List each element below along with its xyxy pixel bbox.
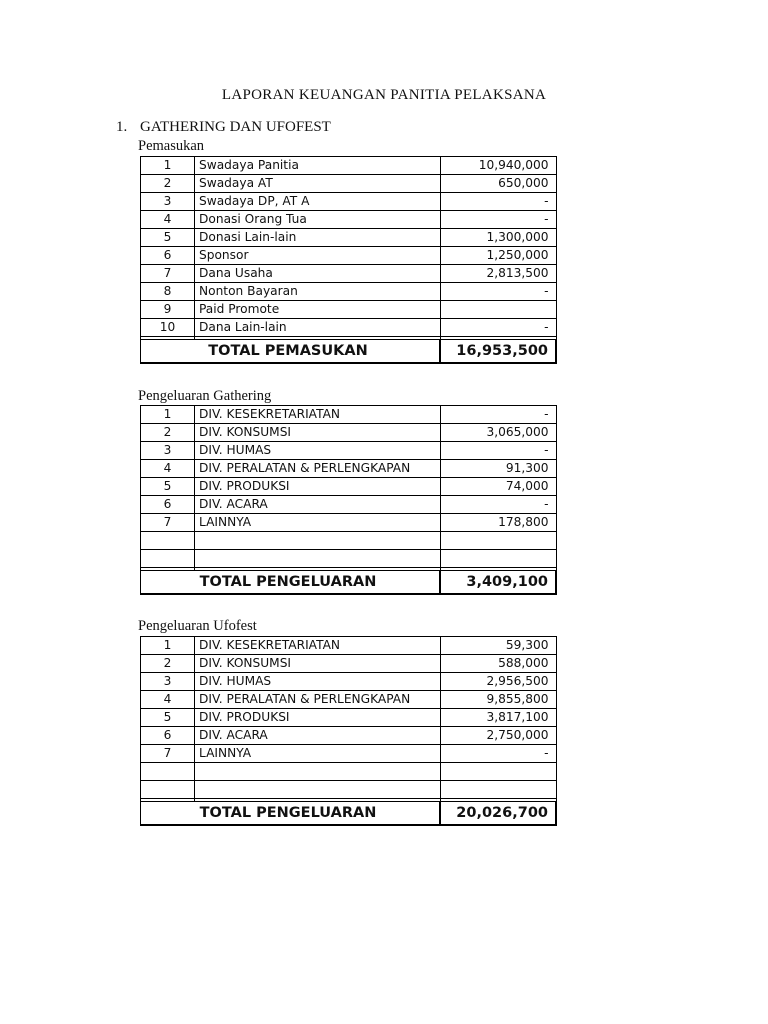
row-number	[141, 781, 195, 799]
row-number: 3	[141, 673, 195, 691]
row-number: 9	[141, 301, 195, 319]
table-row	[141, 637, 557, 655]
row-item: LAINNYA	[195, 745, 441, 763]
table-row	[141, 175, 557, 193]
row-number: 6	[141, 247, 195, 265]
row-number: 1	[141, 637, 195, 655]
row-amount: -	[440, 211, 556, 229]
table-row	[141, 781, 557, 799]
total-label: TOTAL PEMASUKAN	[141, 340, 441, 364]
table-row	[141, 319, 557, 337]
row-number: 2	[141, 175, 195, 193]
row-item: DIV. PERALATAN & PERLENGKAPAN	[195, 691, 441, 709]
pengeluaran-ufofest-caption: Pengeluaran Ufofest	[138, 618, 257, 634]
table-row	[141, 265, 557, 283]
table-row	[141, 532, 557, 550]
row-item: DIV. HUMAS	[195, 442, 441, 460]
row-amount: 588,000	[440, 655, 556, 673]
row-amount	[440, 781, 556, 799]
document-title: LAPORAN KEUANGAN PANITIA PELAKSANA	[221, 87, 547, 103]
row-item	[195, 532, 441, 550]
row-amount	[440, 301, 556, 319]
total-amount: 20,026,700	[440, 802, 556, 826]
row-item: Swadaya AT	[195, 175, 441, 193]
table-row	[141, 709, 557, 727]
pemasukan-table	[140, 156, 557, 364]
row-item	[195, 763, 441, 781]
row-number: 1	[141, 406, 195, 424]
total-amount: 16,953,500	[440, 340, 556, 364]
table-row	[141, 301, 557, 319]
row-number: 6	[141, 496, 195, 514]
section-title: GATHERING DAN UFOFEST	[140, 119, 331, 135]
row-item: Paid Promote	[195, 301, 441, 319]
row-number: 5	[141, 229, 195, 247]
row-item: LAINNYA	[195, 514, 441, 532]
row-item: Sponsor	[195, 247, 441, 265]
row-amount: 91,300	[440, 460, 556, 478]
table-row	[141, 193, 557, 211]
row-number: 3	[141, 193, 195, 211]
row-amount: -	[440, 442, 556, 460]
row-amount	[440, 550, 556, 568]
table-row	[141, 655, 557, 673]
pengeluaran-gathering-table	[140, 405, 557, 595]
row-item: Donasi Orang Tua	[195, 211, 441, 229]
row-amount: 2,750,000	[440, 727, 556, 745]
row-amount: 10,940,000	[440, 157, 556, 175]
table-row	[141, 460, 557, 478]
row-item: Donasi Lain-lain	[195, 229, 441, 247]
row-item: DIV. PRODUKSI	[195, 709, 441, 727]
row-amount	[440, 763, 556, 781]
row-item	[195, 550, 441, 568]
row-amount	[440, 532, 556, 550]
total-row	[141, 802, 557, 826]
table-row	[141, 283, 557, 301]
table-row	[141, 247, 557, 265]
row-amount: -	[440, 745, 556, 763]
row-item: Swadaya DP, AT A	[195, 193, 441, 211]
row-item: Dana Lain-lain	[195, 319, 441, 337]
row-number: 7	[141, 514, 195, 532]
row-amount: 74,000	[440, 478, 556, 496]
row-number: 10	[141, 319, 195, 337]
total-label: TOTAL PENGELUARAN	[141, 802, 441, 826]
total-row	[141, 571, 557, 595]
row-number: 6	[141, 727, 195, 745]
row-amount: 1,300,000	[440, 229, 556, 247]
row-number: 1	[141, 157, 195, 175]
row-item: Nonton Bayaran	[195, 283, 441, 301]
row-amount: 650,000	[440, 175, 556, 193]
row-amount: 3,817,100	[440, 709, 556, 727]
row-amount: -	[440, 406, 556, 424]
table-row	[141, 211, 557, 229]
row-item: DIV. PERALATAN & PERLENGKAPAN	[195, 460, 441, 478]
row-number: 5	[141, 478, 195, 496]
table-row	[141, 673, 557, 691]
row-amount: -	[440, 283, 556, 301]
row-item: DIV. HUMAS	[195, 673, 441, 691]
row-number: 5	[141, 709, 195, 727]
row-amount: 3,065,000	[440, 424, 556, 442]
table-row	[141, 763, 557, 781]
table-row	[141, 478, 557, 496]
table-row	[141, 229, 557, 247]
row-amount: 9,855,800	[440, 691, 556, 709]
table-row	[141, 727, 557, 745]
row-amount: 178,800	[440, 514, 556, 532]
row-item: DIV. ACARA	[195, 496, 441, 514]
row-number: 2	[141, 424, 195, 442]
row-amount: -	[440, 319, 556, 337]
row-item	[195, 781, 441, 799]
row-number: 7	[141, 745, 195, 763]
total-amount: 3,409,100	[440, 571, 556, 595]
row-item: DIV. KESEKRETARIATAN	[195, 406, 441, 424]
row-amount: -	[440, 496, 556, 514]
row-item: DIV. KONSUMSI	[195, 424, 441, 442]
table-row	[141, 424, 557, 442]
table-row	[141, 745, 557, 763]
table-row	[141, 406, 557, 424]
row-number	[141, 550, 195, 568]
total-row	[141, 340, 557, 364]
row-number: 4	[141, 460, 195, 478]
table-row	[141, 691, 557, 709]
pemasukan-caption: Pemasukan	[138, 138, 205, 154]
row-amount: 2,956,500	[440, 673, 556, 691]
row-number: 3	[141, 442, 195, 460]
section-number: 1.	[116, 119, 128, 135]
row-number	[141, 763, 195, 781]
table-row	[141, 157, 557, 175]
table-row	[141, 550, 557, 568]
row-number: 4	[141, 211, 195, 229]
row-amount: 1,250,000	[440, 247, 556, 265]
row-item: Dana Usaha	[195, 265, 441, 283]
row-item: DIV. PRODUKSI	[195, 478, 441, 496]
row-number: 7	[141, 265, 195, 283]
row-item: Swadaya Panitia	[195, 157, 441, 175]
row-amount: 59,300	[440, 637, 556, 655]
table-row	[141, 496, 557, 514]
row-number	[141, 532, 195, 550]
table-row	[141, 514, 557, 532]
total-label: TOTAL PENGELUARAN	[141, 571, 441, 595]
row-item: DIV. ACARA	[195, 727, 441, 745]
row-amount: 2,813,500	[440, 265, 556, 283]
row-number: 2	[141, 655, 195, 673]
row-number: 4	[141, 691, 195, 709]
row-item: DIV. KESEKRETARIATAN	[195, 637, 441, 655]
table-row	[141, 442, 557, 460]
row-amount: -	[440, 193, 556, 211]
pengeluaran-gathering-caption: Pengeluaran Gathering	[138, 388, 272, 404]
row-item: DIV. KONSUMSI	[195, 655, 441, 673]
row-number: 8	[141, 283, 195, 301]
pengeluaran-ufofest-table	[140, 636, 557, 826]
